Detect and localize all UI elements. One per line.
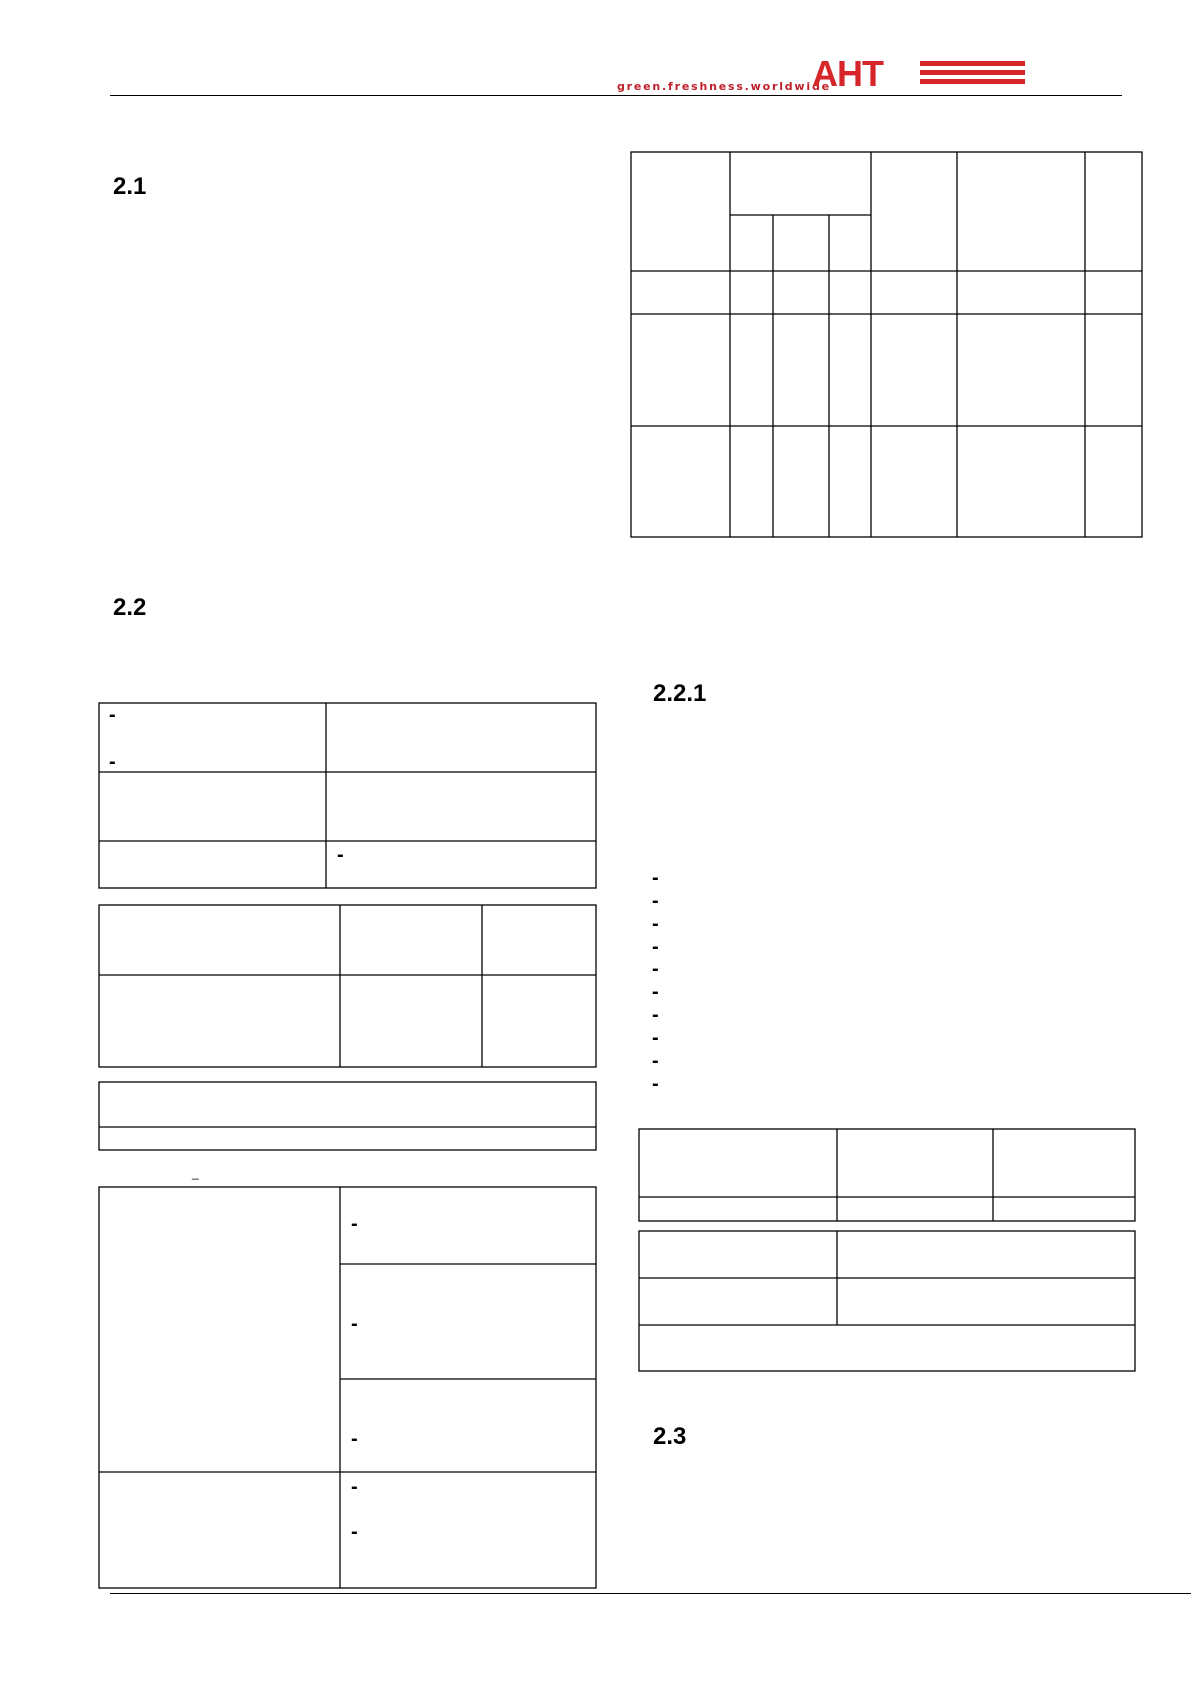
brand-tagline: green.freshness.worldwide <box>617 80 831 93</box>
list-item: - <box>652 1073 659 1095</box>
list-item: - <box>652 867 659 889</box>
table-d-dash-2: - <box>351 1313 358 1335</box>
company-logo: AHT <box>812 53 883 94</box>
section-heading-2-2-1: 2.2.1 <box>653 680 707 707</box>
list-item: - <box>652 913 659 935</box>
list-item: - <box>652 936 659 958</box>
small-dash-mark: _ <box>192 1166 199 1180</box>
list-item: - <box>652 890 659 912</box>
list-item: - <box>652 958 659 980</box>
table-d-dash-3: - <box>351 1428 358 1450</box>
section-heading-2-3: 2.3 <box>653 1423 687 1450</box>
section-heading-2-1: 2.1 <box>113 173 147 200</box>
table-d-dash-1: - <box>351 1213 358 1235</box>
table-a-dash-2: - <box>109 751 116 773</box>
footer-rule <box>110 1593 1191 1594</box>
table-d-dash-4: - <box>351 1476 358 1498</box>
table-a-dash-3: - <box>337 844 344 866</box>
table-d-dash-5: - <box>351 1521 358 1543</box>
list-item: - <box>652 981 659 1003</box>
table-a-dash-1: - <box>109 704 116 726</box>
list-item: - <box>652 1050 659 1072</box>
list-item: - <box>652 1004 659 1026</box>
section-heading-2-2: 2.2 <box>113 594 147 621</box>
list-item: - <box>652 1027 659 1049</box>
